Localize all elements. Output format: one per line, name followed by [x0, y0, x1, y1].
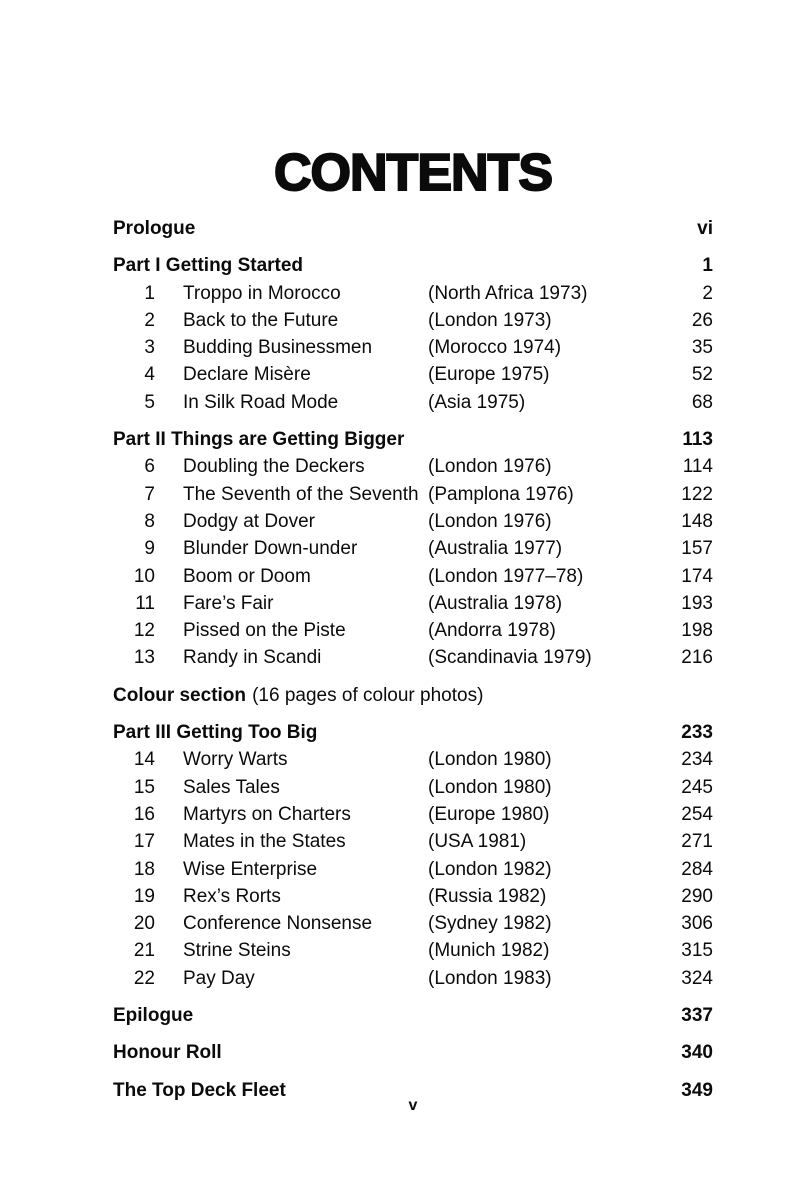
chapter-number: 15	[133, 776, 155, 798]
chapter-title: Declare Misère	[183, 364, 311, 386]
chapter-number: 19	[133, 885, 155, 907]
chapter-location: (London 1982)	[428, 858, 552, 880]
toc-chapter-row	[113, 644, 713, 671]
chapter-location: (Asia 1975)	[428, 391, 526, 413]
toc-chapter-row	[113, 801, 713, 828]
section-label: Part I Getting Started	[113, 255, 304, 277]
toc-heading-row	[113, 1039, 713, 1066]
toc-chapter-row	[113, 481, 713, 508]
toc-chapter-row	[113, 856, 713, 883]
chapter-title: Pay Day	[183, 967, 255, 989]
chapter-number: 5	[144, 391, 155, 413]
toc-heading-row	[113, 426, 713, 453]
folio-page-number: v	[408, 1096, 418, 1114]
chapter-page: 245	[681, 776, 713, 798]
chapter-location: (Andorra 1978)	[428, 620, 556, 642]
chapter-title: Mates in the States	[183, 831, 346, 853]
chapter-title: Rex’s Rorts	[183, 885, 281, 907]
toc-chapter-row	[113, 361, 713, 388]
chapter-page: 157	[681, 538, 713, 560]
chapter-number: 1	[144, 282, 155, 304]
section-page: 349	[681, 1079, 713, 1101]
chapter-number: 14	[133, 749, 155, 771]
toc-chapter-row	[113, 389, 713, 416]
text-block	[113, 0, 713, 1115]
toc-chapter-row	[113, 590, 713, 617]
chapter-number: 16	[133, 803, 155, 825]
chapter-title: Back to the Future	[183, 309, 339, 331]
toc-chapter-row	[113, 746, 713, 773]
chapter-page: 234	[681, 749, 713, 771]
chapter-number: 22	[133, 967, 155, 989]
chapter-page: 148	[681, 510, 713, 532]
toc-chapter-row	[113, 307, 713, 334]
toc-chapter-row	[113, 937, 713, 964]
section-page: 113	[682, 429, 713, 451]
chapter-location: (London 1976)	[428, 510, 552, 532]
toc-chapter-row	[113, 617, 713, 644]
toc-heading-row	[113, 215, 713, 242]
chapter-location: (London 1983)	[428, 967, 552, 989]
chapter-page: 284	[681, 858, 713, 880]
toc-note-row	[113, 682, 713, 709]
chapter-location: (Morocco 1974)	[428, 337, 562, 359]
chapter-page: 122	[681, 483, 713, 505]
chapter-title: Dodgy at Dover	[183, 510, 316, 532]
chapter-number: 10	[133, 565, 155, 587]
chapter-location: (Munich 1982)	[428, 940, 550, 962]
chapter-location: (London 1977–78)	[428, 565, 584, 587]
chapter-title: Troppo in Morocco	[183, 282, 341, 304]
chapter-number: 6	[144, 456, 155, 478]
toc-heading-row	[113, 252, 713, 279]
toc-chapter-row	[113, 334, 713, 361]
toc-chapter-row	[113, 910, 713, 937]
chapter-page: 174	[681, 565, 713, 587]
chapter-title: In Silk Road Mode	[183, 391, 339, 413]
chapter-number: 12	[133, 620, 155, 642]
chapter-title: Doubling the Deckers	[183, 456, 365, 478]
section-page: 340	[681, 1042, 713, 1064]
chapter-number: 9	[144, 538, 155, 560]
toc-chapter-row	[113, 828, 713, 855]
chapter-title: Pissed on the Piste	[183, 620, 346, 642]
chapter-page: 315	[681, 940, 713, 962]
toc-chapter-row	[113, 280, 713, 307]
toc-heading-row	[113, 1002, 713, 1029]
chapter-title: Fare’s Fair	[183, 592, 274, 614]
toc-chapter-row	[113, 883, 713, 910]
note-text: (16 pages of colour photos)	[252, 684, 484, 706]
chapter-number: 2	[144, 309, 155, 331]
chapter-number: 3	[144, 337, 155, 359]
chapter-page: 324	[681, 967, 713, 989]
chapter-location: (Australia 1978)	[428, 592, 563, 614]
chapter-number: 17	[133, 831, 155, 853]
chapter-location: (Scandinavia 1979)	[428, 647, 592, 669]
chapter-page: 114	[682, 456, 713, 478]
chapter-location: (Pamplona 1976)	[428, 483, 574, 505]
chapter-number: 8	[144, 510, 155, 532]
chapter-title: Martyrs on Charters	[183, 803, 351, 825]
chapter-page: 52	[691, 364, 713, 386]
chapter-title: Budding Businessmen	[183, 337, 373, 359]
page-title: CONTENTS	[274, 144, 552, 202]
chapter-page: 198	[681, 620, 713, 642]
section-page: vi	[697, 218, 713, 239]
section-page: 1	[702, 255, 713, 277]
toc-chapter-row	[113, 453, 713, 480]
chapter-title: Randy in Scandi	[183, 647, 322, 669]
chapter-number: 4	[144, 364, 155, 386]
chapter-number: 20	[133, 913, 155, 935]
chapter-location: (Sydney 1982)	[428, 913, 552, 935]
chapter-title: Boom or Doom	[183, 565, 311, 587]
chapter-location: (Australia 1977)	[428, 538, 563, 560]
toc-chapter-row	[113, 965, 713, 992]
chapter-title: Conference Nonsense	[183, 913, 373, 935]
chapter-location: (North Africa 1973)	[428, 282, 588, 304]
chapter-page: 2	[702, 282, 713, 304]
chapter-location: (London 1976)	[428, 456, 552, 478]
toc-chapter-row	[113, 535, 713, 562]
chapter-location: (Russia 1982)	[428, 885, 547, 907]
chapter-location: (Europe 1975)	[428, 364, 550, 386]
chapter-number: 7	[144, 483, 155, 505]
chapter-page: 306	[681, 913, 713, 935]
chapter-number: 18	[133, 858, 155, 880]
chapter-location: (Europe 1980)	[428, 803, 550, 825]
chapter-location: (London 1980)	[428, 776, 552, 798]
chapter-page: 254	[681, 803, 713, 825]
section-page: 337	[681, 1005, 713, 1027]
chapter-page: 290	[681, 885, 713, 907]
toc-list	[113, 215, 713, 1104]
note-label: Colour section	[113, 684, 247, 706]
chapter-location: (USA 1981)	[428, 831, 527, 853]
chapter-title: Sales Tales	[183, 776, 280, 798]
chapter-location: (London 1973)	[428, 309, 552, 331]
chapter-number: 21	[133, 940, 155, 962]
toc-heading-row	[113, 719, 713, 746]
chapter-page: 216	[681, 647, 713, 669]
section-label: Part II Things are Getting Bigger	[113, 429, 405, 451]
chapter-page: 193	[681, 592, 713, 614]
chapter-title: Wise Enterprise	[183, 858, 318, 880]
section-label: Epilogue	[113, 1005, 194, 1027]
chapter-number: 13	[133, 647, 155, 669]
chapter-page: 35	[691, 337, 713, 359]
chapter-title: Worry Warts	[183, 749, 288, 771]
chapter-page: 26	[691, 309, 713, 331]
toc-chapter-row	[113, 774, 713, 801]
section-label: The Top Deck Fleet	[113, 1079, 286, 1101]
chapter-title: The Seventh of the Seventh	[183, 483, 419, 505]
chapter-number: 11	[135, 592, 155, 614]
toc-chapter-row	[113, 508, 713, 535]
chapter-title: Strine Steins	[183, 940, 291, 962]
section-page: 233	[681, 722, 713, 744]
toc-chapter-row	[113, 563, 713, 590]
section-label: Prologue	[113, 218, 196, 239]
section-label: Part III Getting Too Big	[113, 722, 318, 744]
chapter-page: 271	[681, 831, 713, 853]
chapter-location: (London 1980)	[428, 749, 552, 771]
chapter-title: Blunder Down-under	[183, 538, 358, 560]
chapter-page: 68	[691, 391, 713, 413]
section-label: Honour Roll	[113, 1042, 222, 1064]
